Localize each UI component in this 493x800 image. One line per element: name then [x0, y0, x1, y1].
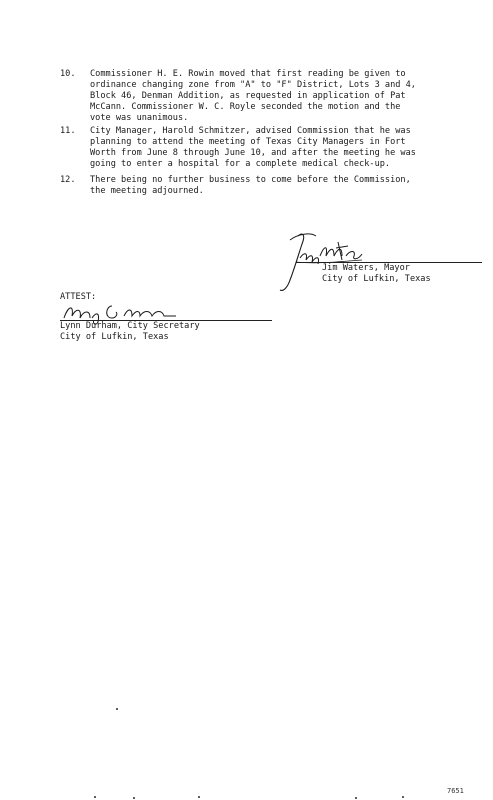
item-number: 12. [60, 175, 76, 185]
attest-label: ATTEST: [60, 292, 97, 302]
scan-speck [402, 796, 404, 798]
secretary-name-title: Lynn Durham, City Secretary [60, 321, 200, 331]
item-number: 10. [60, 69, 76, 79]
scan-speck [355, 797, 357, 799]
scan-speck [116, 708, 118, 710]
mayor-city: City of Lufkin, Texas [322, 274, 431, 284]
scan-speck [94, 796, 96, 798]
page-number: 7651 [447, 787, 464, 795]
mayor-name-title: Jim Waters, Mayor [322, 263, 410, 273]
item-text: City Manager, Harold Schmitzer, advised Commission that he was planning to attend the meeting of Texas City Managers in Fort Worth from June 8 through June 10, and after the meeting he was going to enter a hospital for a complete medical check-up. [90, 126, 416, 169]
scan-speck [133, 797, 135, 799]
item-text: There being no further business to come before the Commission, the meeting adjourned. [90, 175, 411, 196]
item-number: 11. [60, 126, 76, 136]
scan-speck [198, 796, 200, 798]
item-text: Commissioner H. E. Rowin moved that first reading be given to ordinance changing zone from "A" to "F" District, Lots 3 and 4, Block 46, Denman Addition, as requested in application of Pat McCann. Commissioner W. C. Royle seconded the motion and the vote was unanimous. [90, 69, 416, 123]
secretary-city: City of Lufkin, Texas [60, 332, 169, 342]
